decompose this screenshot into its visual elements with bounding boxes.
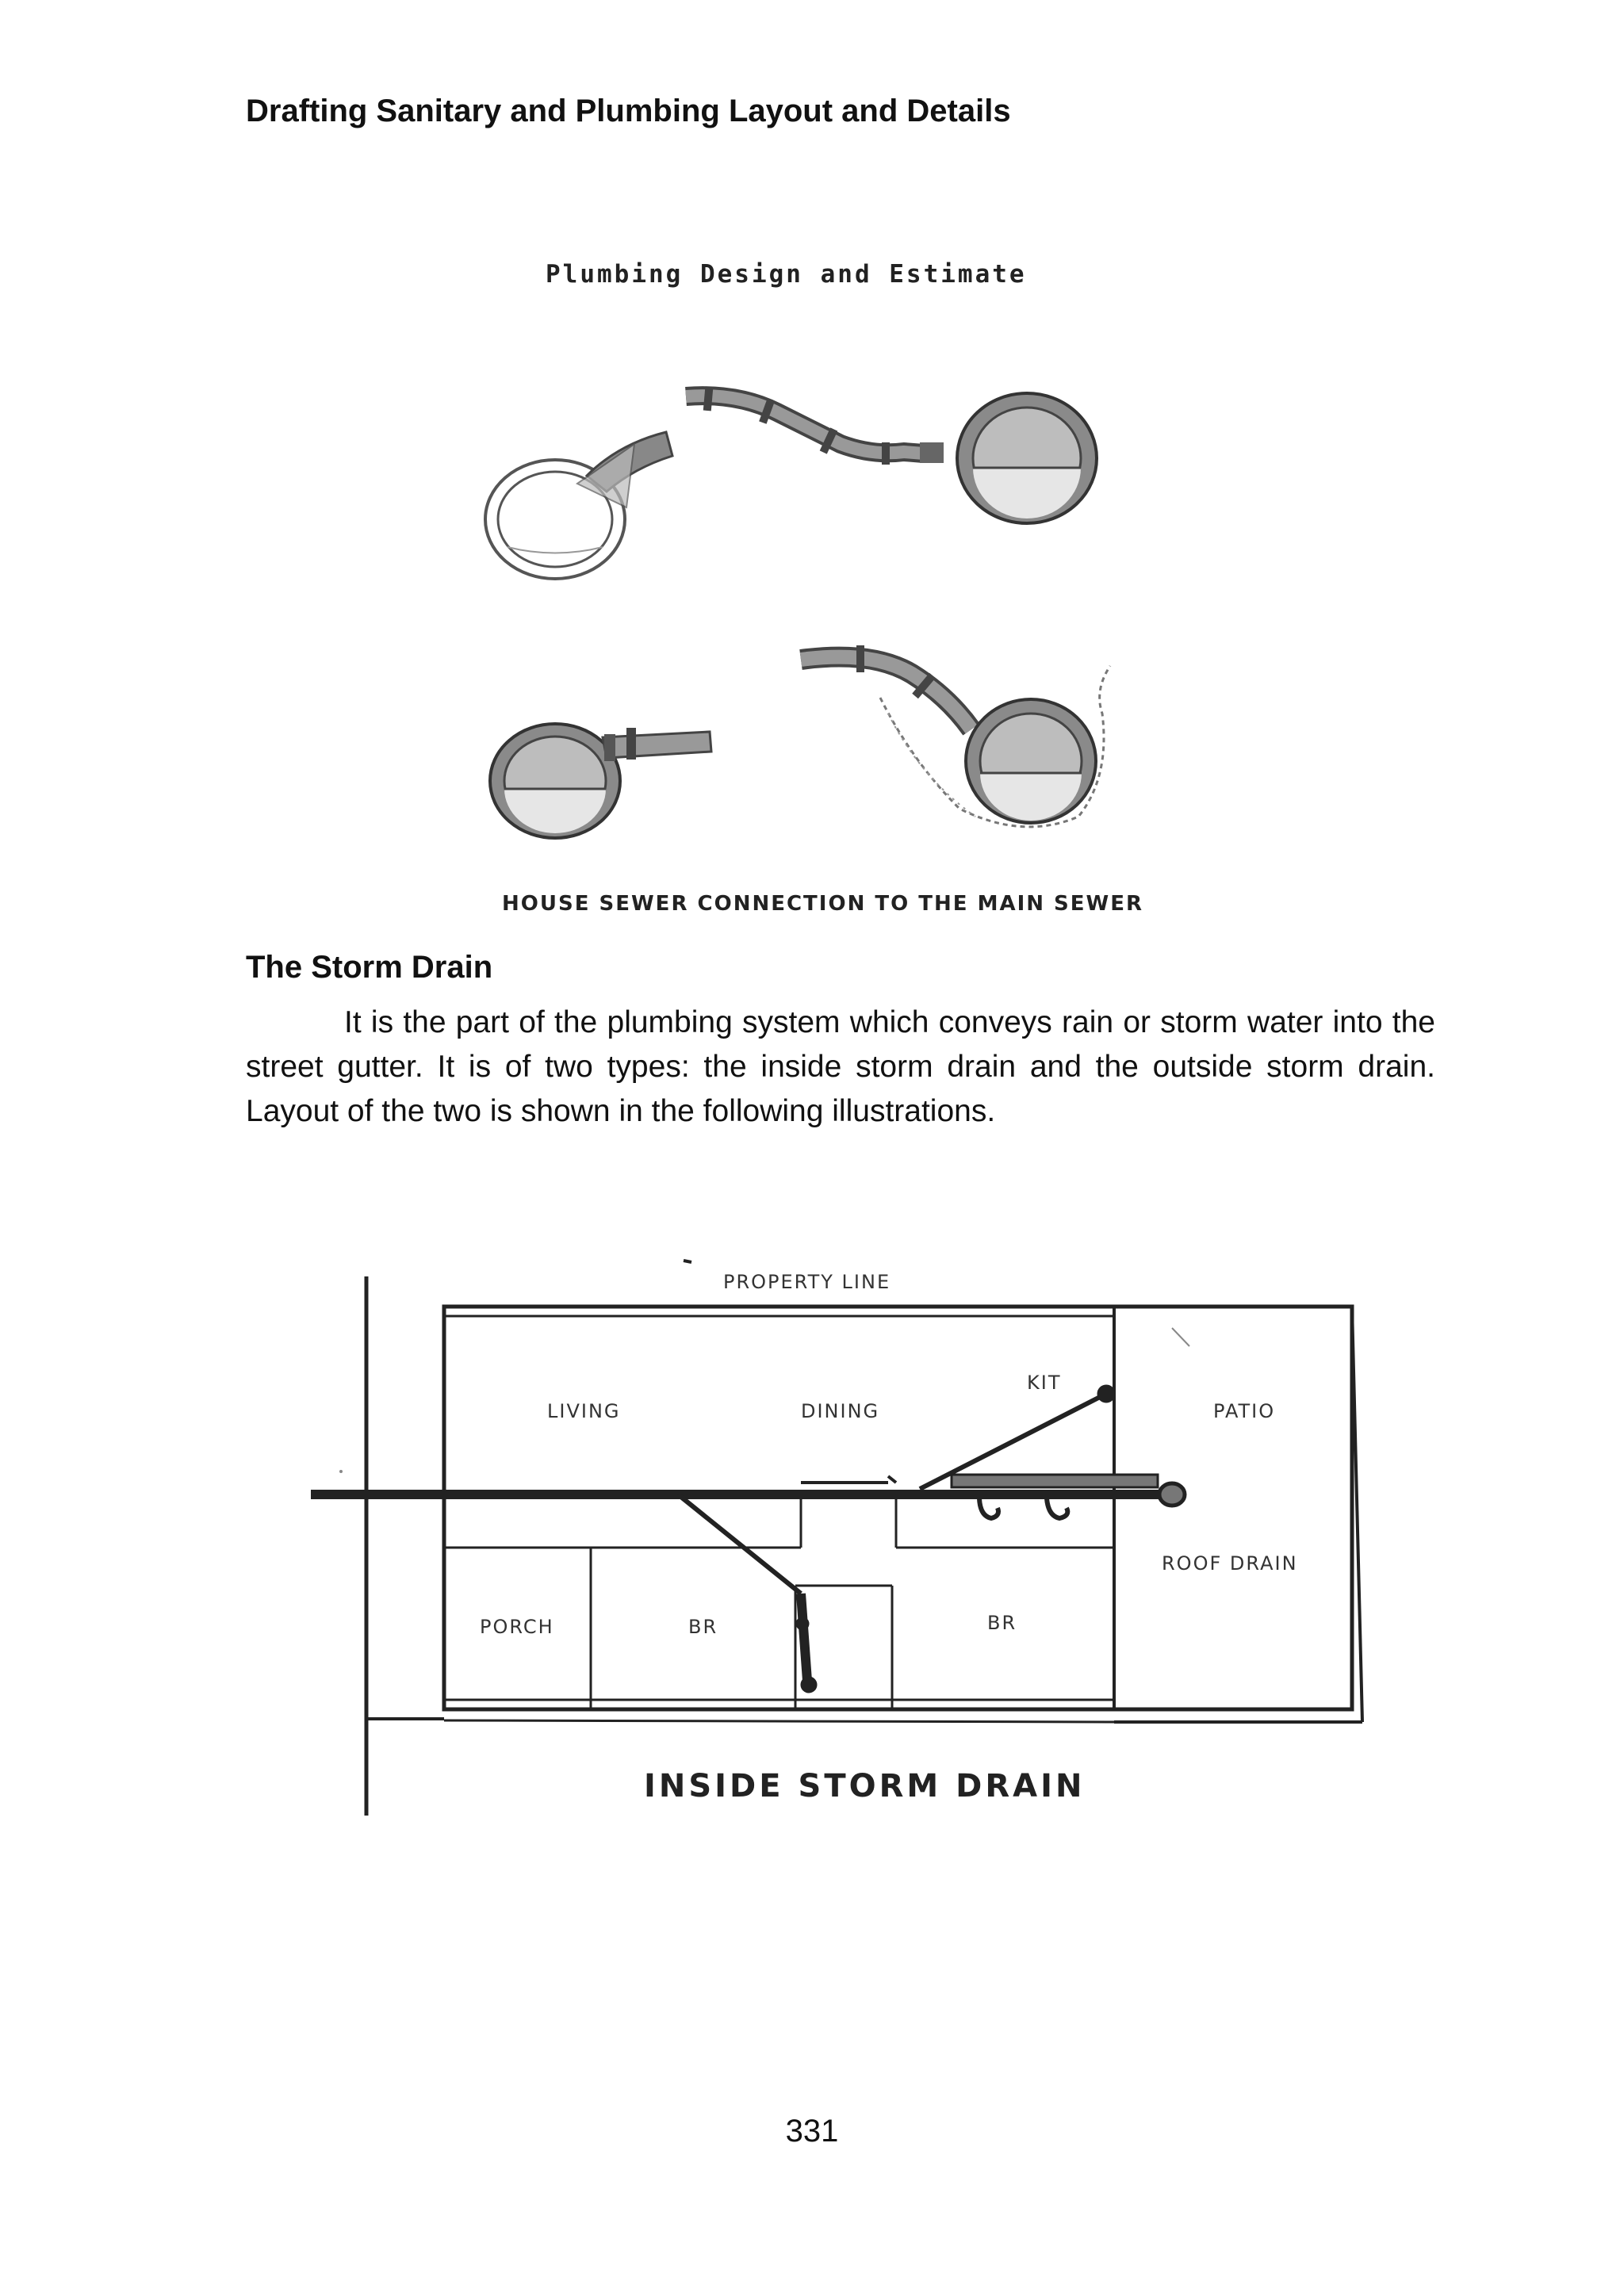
winding-pipe	[686, 388, 944, 465]
figure1-title: Plumbing Design and Estimate	[546, 260, 1027, 289]
running-header: Drafting Sanitary and Plumbing Layout and Details	[246, 94, 1011, 128]
label-patio: PATIO	[1213, 1400, 1276, 1422]
figure1-caption: HOUSE SEWER CONNECTION TO THE MAIN SEWER	[502, 892, 1144, 916]
sewer-main-bottom-left	[490, 724, 711, 838]
label-br-left: BR	[688, 1616, 718, 1638]
sewer-main-top-right	[957, 393, 1097, 523]
label-property-line: PROPERTY LINE	[723, 1271, 891, 1293]
label-dining: DINING	[801, 1400, 880, 1422]
inside-storm-drain-plan	[311, 1261, 1362, 1816]
house-sewer-illustration	[485, 388, 1110, 838]
label-br-right: BR	[987, 1612, 1017, 1634]
section-paragraph: It is the part of the plumbing system which conveys rain or storm water into the street gutter. It is of two types: the inside storm drain and the outside storm drain. Layout of the two is shown in the following illustrations.	[246, 1005, 1435, 1128]
house-outline	[444, 1307, 1352, 1709]
section-heading: The Storm Drain	[246, 950, 493, 985]
plan-labels	[480, 1271, 1298, 1638]
label-living: LIVING	[547, 1400, 621, 1422]
label-kit: KIT	[1027, 1372, 1062, 1394]
figure2-caption: INSIDE STORM DRAIN	[644, 1768, 1086, 1804]
sewer-main-bottom-right	[801, 645, 1110, 827]
sewer-ring-top-left	[485, 432, 672, 579]
page-number: 331	[785, 2114, 839, 2149]
label-roof-drain: ROOF DRAIN	[1162, 1552, 1298, 1575]
label-porch: PORCH	[480, 1616, 554, 1638]
